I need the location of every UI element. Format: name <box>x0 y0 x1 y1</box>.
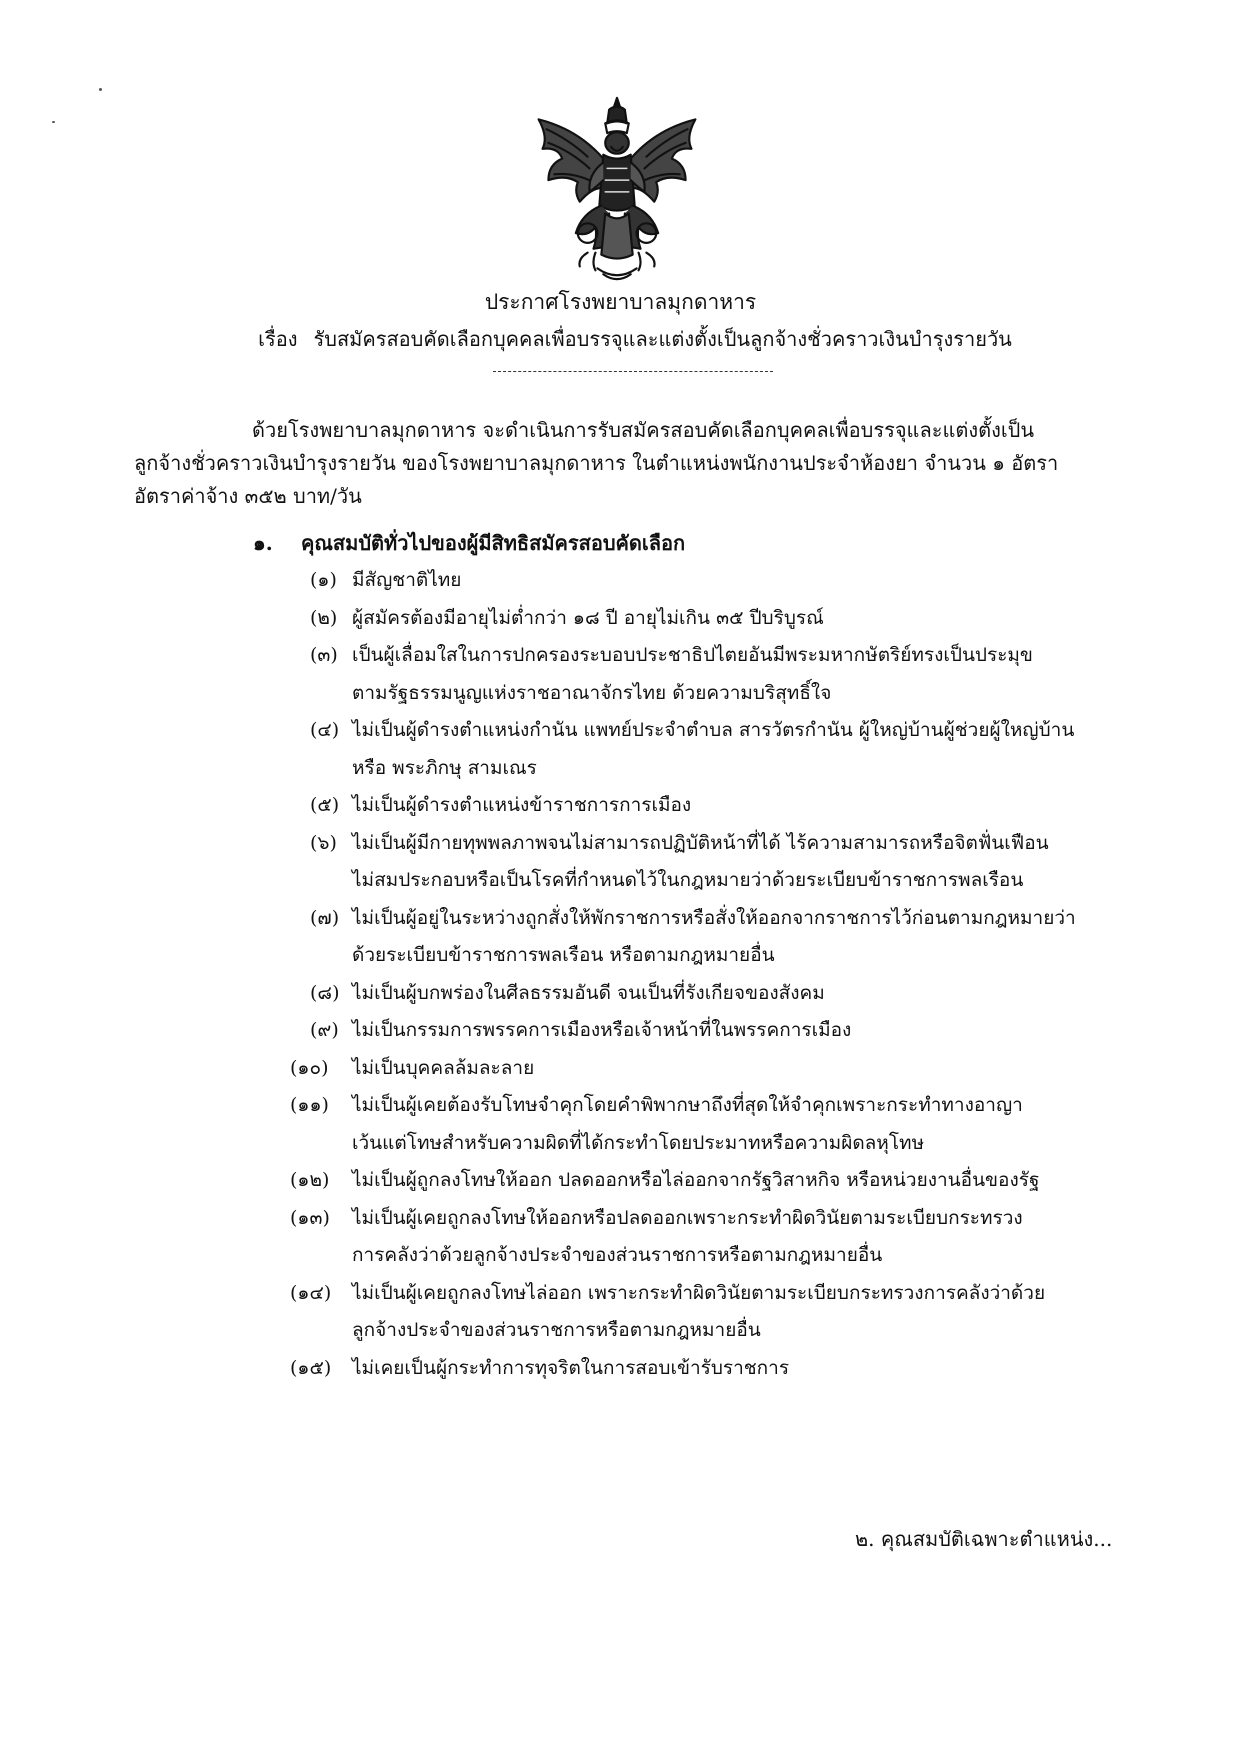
item-marker: (๑๕) <box>290 1356 332 1379</box>
item-text: ไม่เป็นผู้อยู่ในระหว่างถูกสั่งให้พักราชการหรือสั่งให้ออกจากราชการไว้ก่อนตามกฎหมายว่า <box>352 906 1076 929</box>
intro-paragraph <box>134 414 1074 513</box>
item-text: ไม่เป็นผู้ดำรงตำแหน่งข้าราชการการเมือง <box>352 794 692 816</box>
item-marker: (๑๒) <box>290 1169 330 1191</box>
list-item <box>270 1350 1130 1388</box>
scan-speck <box>99 88 102 91</box>
garuda-emblem-icon <box>519 90 715 286</box>
list-item <box>270 1275 1130 1350</box>
item-text: ตามรัฐธรรมนูญแห่งราชอาณาจักรไทย ด้วยความบริสุทธิ์ใจ <box>352 681 832 704</box>
separator-line <box>493 371 773 372</box>
item-text: ด้วยระเบียบข้าราชการพลเรือน หรือตามกฎหมายอื่น <box>352 944 775 966</box>
item-marker: (๘) <box>310 981 340 1004</box>
list-item <box>270 1162 1130 1200</box>
item-text: เป็นผู้เลื่อมใสในการปกครองระบอบประชาธิปไตยอันมีพระมหากษัตริย์ทรงเป็นประมุข <box>352 644 1033 666</box>
item-marker: (๑๔) <box>290 1281 332 1304</box>
list-item <box>270 1087 1130 1162</box>
announcement-subject <box>155 324 1115 354</box>
item-marker: (๑๐) <box>290 1056 329 1079</box>
item-marker: (๑๓) <box>290 1206 330 1229</box>
item-text: เว้นแต่โทษสำหรับความผิดที่ได้กระทำโดยประมาทหรือความผิดลหุโทษ <box>352 1131 925 1154</box>
list-item <box>270 600 1130 638</box>
list-item <box>270 1012 1130 1050</box>
list-item <box>270 1050 1130 1088</box>
item-text: ไม่เป็นบุคคลล้มละลาย <box>352 1056 535 1079</box>
continuation-note: ๒. คุณสมบัติเฉพาะตำแหน่ง... <box>855 1527 1113 1551</box>
announcement-title: ประกาศโรงพยาบาลมุกดาหาร <box>484 290 757 314</box>
list-item <box>270 900 1130 975</box>
item-text: หรือ พระภิกษุ สามเณร <box>352 756 537 779</box>
intro-line: ลูกจ้างชั่วคราวเงินบำรุงรายวัน ของโรงพยาบาลมุกดาหาร ในตำแหน่งพนักงานประจำห้องยา จำนวน ๑ อัตรา <box>134 451 1059 475</box>
item-text: การคลังว่าด้วยลูกจ้างประจำของส่วนราชการหรือตามกฎหมายอื่น <box>352 1244 883 1266</box>
list-item <box>270 562 1130 600</box>
item-marker: (๕) <box>310 794 340 816</box>
qualification-list <box>270 562 1130 1387</box>
item-text: ไม่เป็นผู้เคยถูกลงโทษให้ออกหรือปลดออกเพราะกระทำผิดวินัยตามระเบียบกระทรวง <box>352 1206 1023 1229</box>
subject-text: รับสมัครสอบคัดเลือกบุคคลเพื่อบรรจุและแต่งตั้งเป็นลูกจ้างชั่วคราวเงินบำรุงรายวัน <box>313 327 1012 351</box>
item-marker: (๗) <box>310 906 340 929</box>
item-marker: (๑) <box>310 569 337 591</box>
item-text: ไม่เป็นกรรมการพรรคการเมืองหรือเจ้าหน้าที่ในพรรคการเมือง <box>352 1019 852 1041</box>
item-text: ไม่เป็นผู้บกพร่องในศีลธรรมอันดี จนเป็นที่รังเกียจของสังคม <box>352 981 825 1004</box>
intro-line: ด้วยโรงพยาบาลมุกดาหาร จะดำเนินการรับสมัครสอบคัดเลือกบุคคลเพื่อบรรจุและแต่งตั้งเป็น <box>252 418 1035 442</box>
item-text: ลูกจ้างประจำของส่วนราชการหรือตามกฎหมายอื่น <box>352 1319 761 1341</box>
item-text: ไม่สมประกอบหรือเป็นโรคที่กำหนดไว้ในกฎหมายว่าด้วยระเบียบข้าราชการพลเรือน <box>352 869 1024 891</box>
list-item <box>270 712 1130 787</box>
item-text: ไม่เป็นผู้เคยต้องรับโทษจำคุกโดยคำพิพากษาถึงที่สุดให้จำคุกเพราะกระทำทางอาญา <box>352 1094 1023 1116</box>
item-marker: (๒) <box>310 606 338 629</box>
section-1-number: ๑. <box>253 531 273 555</box>
item-text: ไม่เป็นผู้ดำรงตำแหน่งกำนัน แพทย์ประจำตำบล สารวัตรกำนัน ผู้ใหญ่บ้านผู้ช่วยผู้ใหญ่บ้าน <box>352 719 1075 741</box>
item-marker: (๙) <box>310 1019 339 1041</box>
item-text: ไม่เป็นผู้เคยถูกลงโทษไล่ออก เพราะกระทำผิดวินัยตามระเบียบกระทรวงการคลังว่าด้วย <box>352 1281 1046 1304</box>
subject-label: เรื่อง <box>258 327 298 351</box>
section-1-title: คุณสมบัติทั่วไปของผู้มีสิทธิสมัครสอบคัดเลือก <box>301 531 686 555</box>
item-text: ผู้สมัครต้องมีอายุไม่ต่ำกว่า ๑๘ ปี อายุไม่เกิน ๓๕ ปีบริบูรณ์ <box>352 606 824 629</box>
item-marker: (๑๑) <box>290 1094 329 1116</box>
list-item <box>270 787 1130 825</box>
item-marker: (๖) <box>310 831 337 854</box>
list-item <box>270 1200 1130 1275</box>
item-marker: (๔) <box>310 719 340 741</box>
item-text: ไม่เคยเป็นผู้กระทำการทุจริตในการสอบเข้ารับราชการ <box>352 1356 790 1379</box>
item-text: ไม่เป็นผู้มีกายทุพพลภาพจนไม่สามารถปฏิบัติหน้าที่ได้ ไร้ความสามารถหรือจิตฟั่นเฟือน <box>352 831 1049 854</box>
item-marker: (๓) <box>310 644 338 666</box>
list-item <box>270 825 1130 900</box>
intro-line: อัตราค่าจ้าง ๓๕๒ บาท/วัน <box>134 484 362 508</box>
list-item <box>270 975 1130 1013</box>
item-text: ไม่เป็นผู้ถูกลงโทษให้ออก ปลดออกหรือไล่ออกจากรัฐวิสาหกิจ หรือหน่วยงานอื่นของรัฐ <box>352 1169 1040 1191</box>
list-item <box>270 637 1130 712</box>
section-1-heading <box>253 527 685 560</box>
item-text: มีสัญชาติไทย <box>352 569 462 591</box>
scan-speck <box>52 121 55 123</box>
